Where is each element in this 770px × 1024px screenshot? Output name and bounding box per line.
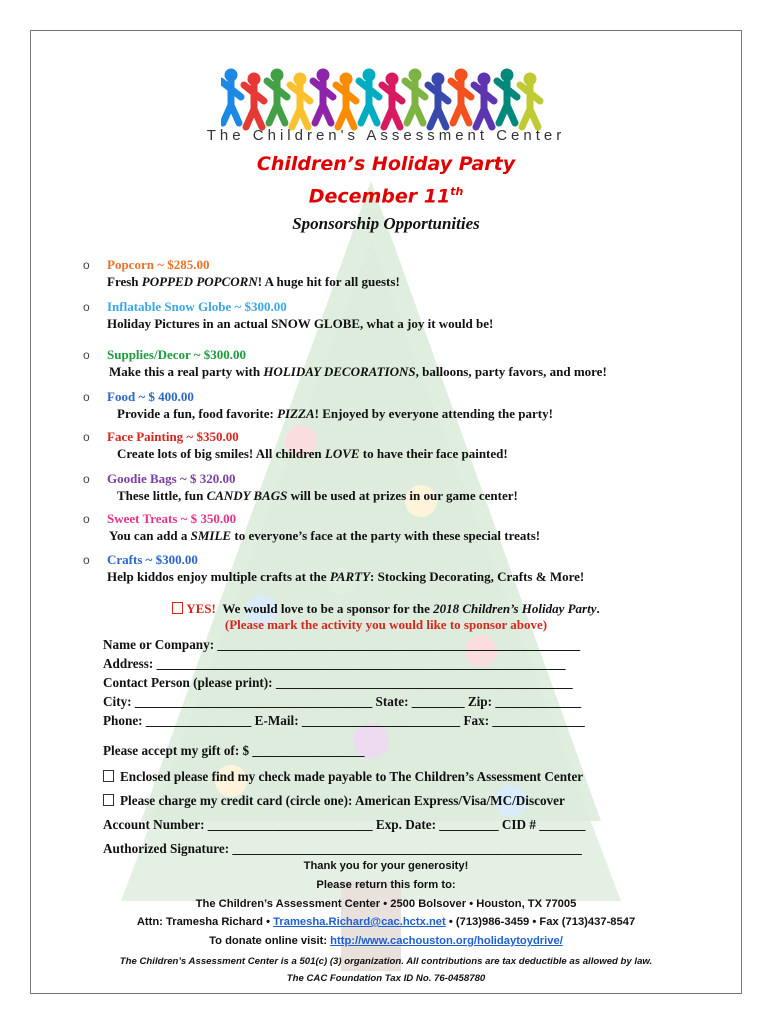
pledge-instruction: (Please mark the activity you would like to sponsor above) bbox=[224, 617, 548, 632]
option-description: Fresh POPPED POPCORN! A huge hit for all guests! bbox=[107, 274, 400, 289]
option-description: Help kiddos enjoy multiple crafts at the PARTY: Stocking Decorating, Crafts & More! bbox=[107, 569, 585, 584]
form-page bbox=[30, 30, 742, 994]
page-subtitle: Sponsorship Opportunities bbox=[292, 214, 480, 233]
tax-deductible-note: The Children’s Assessment Center is a 501(c) (3) organization. All contributions are tax deductible as allowed by law. bbox=[119, 956, 653, 967]
check-checkbox[interactable] bbox=[103, 770, 114, 782]
circle-bullet-icon: o bbox=[83, 348, 90, 362]
pledge-line: YES! We would love to be a sponsor for the 2018 Children’s Holiday Party. bbox=[31, 601, 741, 617]
circle-bullet-icon: o bbox=[83, 300, 90, 314]
credit-card-option[interactable]: Please charge my credit card (circle one): American Express/Visa/MC/Discover bbox=[103, 793, 565, 809]
gift-amount-field[interactable]: Please accept my gift of: $ _________________ bbox=[103, 743, 365, 758]
address-field[interactable]: Address: ______________________________________________________________ bbox=[103, 656, 566, 671]
contact-email-link[interactable]: Tramesha.Richard@cac.hctx.net bbox=[273, 916, 446, 928]
yes-checkbox[interactable] bbox=[172, 602, 183, 614]
circle-bullet-icon: o bbox=[83, 258, 90, 272]
option-title: Goodie Bags ~ $ 320.00 bbox=[107, 471, 236, 486]
thank-you-text: Thank you for your generosity! bbox=[303, 860, 469, 872]
circle-bullet-icon: o bbox=[83, 430, 90, 444]
circle-bullet-icon: o bbox=[83, 512, 90, 526]
name-field[interactable]: Name or Company: _______________________________________________________ bbox=[103, 637, 581, 652]
check-option[interactable]: Enclosed please find my check made payable to The Children’s Assessment Center bbox=[103, 769, 583, 785]
option-description: Holiday Pictures in an actual SNOW GLOBE, what a joy it would be! bbox=[107, 316, 494, 331]
donate-online-line: To donate online visit: http://www.cachouston.org/holidaytoydrive/ bbox=[209, 935, 563, 947]
tax-id: The CAC Foundation Tax ID No. 76-0458780 bbox=[286, 973, 486, 984]
option-title: Crafts ~ $300.00 bbox=[107, 552, 198, 567]
option-description: Provide a fun, food favorite: PIZZA! Enjoyed by everyone attending the party! bbox=[117, 406, 553, 421]
option-title: Food ~ $ 400.00 bbox=[107, 389, 194, 404]
organization-name: The Children's Assessment Center bbox=[206, 127, 566, 144]
donation-url-link[interactable]: http://www.cachouston.org/holidaytoydrive/ bbox=[330, 935, 563, 947]
credit-card-checkbox[interactable] bbox=[103, 794, 114, 806]
dancing-children-logo bbox=[221, 67, 561, 133]
contact-person-field[interactable]: Contact Person (please print): _____________________________________________ bbox=[103, 675, 573, 690]
mailing-address: The Children’s Assessment Center • 2500 Bolsover • Houston, TX 77005 bbox=[195, 898, 577, 910]
yes-label: YES! bbox=[186, 601, 216, 616]
circle-bullet-icon: o bbox=[83, 553, 90, 567]
option-title: Supplies/Decor ~ $300.00 bbox=[107, 347, 247, 362]
return-instruction: Please return this form to: bbox=[316, 879, 456, 891]
circle-bullet-icon: o bbox=[83, 472, 90, 486]
circle-bullet-icon: o bbox=[83, 390, 90, 404]
option-description: Make this a real party with HOLIDAY DECORATIONS, balloons, party favors, and more! bbox=[109, 364, 607, 379]
option-title: Sweet Treats ~ $ 350.00 bbox=[107, 511, 237, 526]
option-title: Popcorn ~ $285.00 bbox=[107, 257, 210, 272]
option-title: Face Painting ~ $350.00 bbox=[107, 429, 239, 444]
option-description: These little, fun CANDY BAGS will be used at prizes in our game center! bbox=[117, 488, 518, 503]
event-date: December 11th bbox=[308, 185, 464, 208]
option-description: Create lots of big smiles! All children LOVE to have their face painted! bbox=[117, 446, 508, 461]
attention-line: Attn: Tramesha Richard • Tramesha.Richard@cac.hctx.net • (713)986-3459 • Fax (713)437-8547 bbox=[136, 916, 636, 928]
city-state-zip-field[interactable]: City: ____________________________________ State: ________ Zip: _____________ bbox=[103, 694, 582, 709]
phone-email-fax-field[interactable]: Phone: ________________ E-Mail: ________________________ Fax: ______________ bbox=[103, 713, 585, 728]
option-description: You can add a SMILE to everyone’s face at the party with these special treats! bbox=[109, 528, 541, 543]
event-title: Children’s Holiday Party bbox=[256, 153, 516, 175]
account-number-field[interactable]: Account Number: _________________________ Exp. Date: _________ CID # _______ bbox=[103, 817, 586, 832]
signature-field[interactable]: Authorized Signature: _____________________________________________________ bbox=[103, 841, 582, 856]
option-title: Inflatable Snow Globe ~ $300.00 bbox=[107, 299, 287, 314]
